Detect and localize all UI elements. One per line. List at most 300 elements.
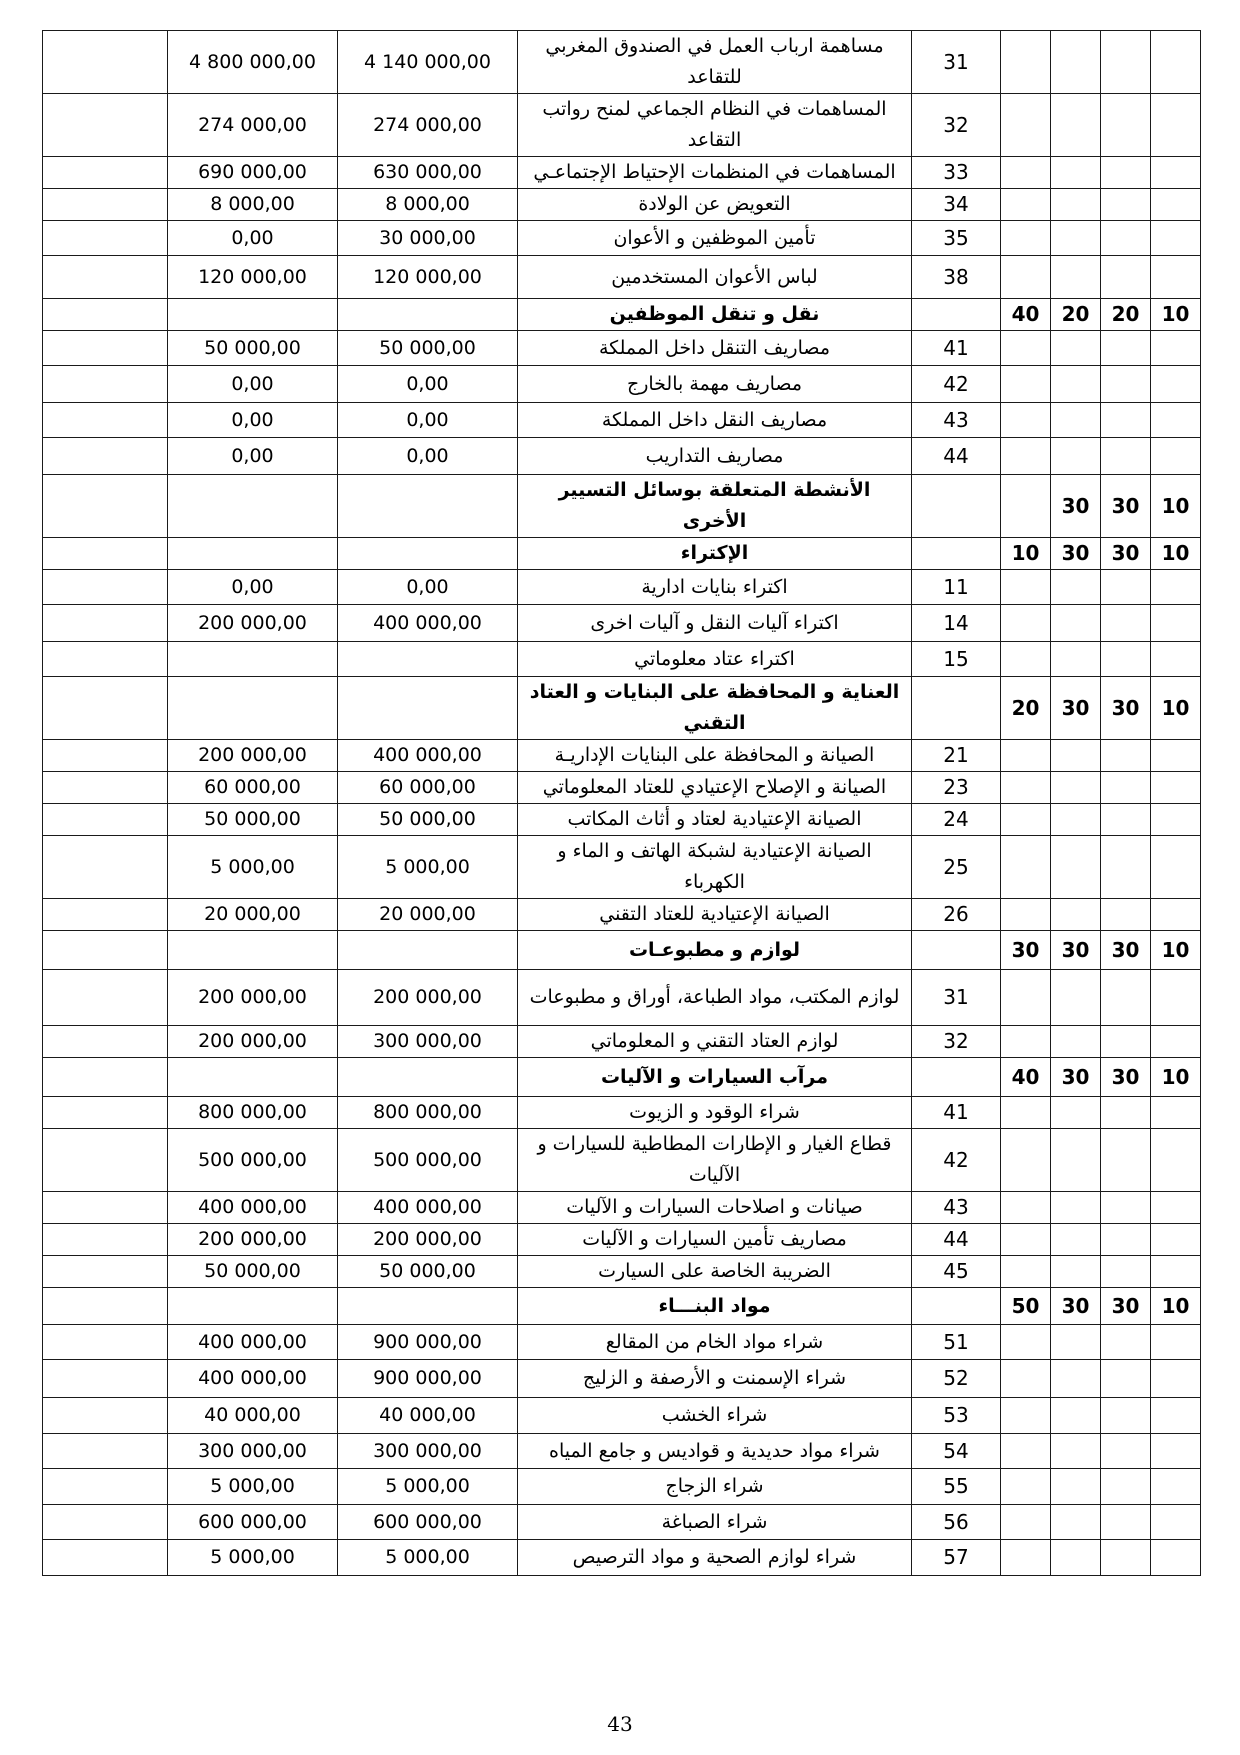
item-label: شراء الزجاج (518, 1469, 912, 1505)
item-label: الصيانة الإعتيادية لشبكة الهاتف و الماء و الكهرباء (518, 836, 912, 899)
class-code-4 (1001, 772, 1051, 804)
item-label: الصيانة و الإصلاح الإعتيادي للعتاد المعلوماتي (518, 772, 912, 804)
amount-b-cell: 690 000,00 (168, 157, 338, 189)
amount-a-cell: 50 000,00 (338, 804, 518, 836)
amount-b-cell: 200 000,00 (168, 740, 338, 772)
class-code-2 (1101, 1097, 1151, 1129)
blank-cell (43, 642, 168, 677)
class-code-1 (1151, 970, 1201, 1026)
class-code-2 (1101, 189, 1151, 221)
class-code-3 (1051, 1540, 1101, 1576)
class-code-2: 30 (1101, 677, 1151, 740)
class-code-1 (1151, 366, 1201, 403)
class-code-3 (1051, 94, 1101, 157)
code-cell (912, 1058, 1001, 1097)
code-cell (912, 1288, 1001, 1325)
blank-cell (43, 1192, 168, 1224)
blank-cell (43, 836, 168, 899)
class-code-3 (1051, 256, 1101, 299)
class-code-1 (1151, 1192, 1201, 1224)
item-label: تأمين الموظفين و الأعوان (518, 221, 912, 256)
class-code-2 (1101, 772, 1151, 804)
item-code: 42 (912, 1129, 1001, 1192)
class-code-3: 30 (1051, 931, 1101, 970)
class-code-1 (1151, 256, 1201, 299)
item-label: شراء مواد الخام من المقالع (518, 1325, 912, 1360)
item-code: 57 (912, 1540, 1001, 1576)
amount-b-cell: 400 000,00 (168, 1360, 338, 1398)
amount-a-cell (338, 677, 518, 740)
class-code-2 (1101, 899, 1151, 931)
class-code-1: 10 (1151, 1058, 1201, 1097)
item-code: 55 (912, 1469, 1001, 1505)
item-code: 51 (912, 1325, 1001, 1360)
class-code-2 (1101, 605, 1151, 642)
section-title: العناية و المحافظة على البنايات و العتاد التقني (518, 677, 912, 740)
item-row (43, 1256, 1201, 1288)
blank-cell (43, 899, 168, 931)
item-code: 56 (912, 1505, 1001, 1540)
blank-cell (43, 94, 168, 157)
class-code-3 (1051, 836, 1101, 899)
class-code-3: 30 (1051, 538, 1101, 570)
amount-b-cell (168, 538, 338, 570)
item-label: لوازم العتاد التقني و المعلوماتي (518, 1026, 912, 1058)
item-row (43, 1224, 1201, 1256)
class-code-1: 10 (1151, 1288, 1201, 1325)
class-code-2 (1101, 1129, 1151, 1192)
blank-cell (43, 189, 168, 221)
amount-a-cell (338, 538, 518, 570)
amount-b-cell: 5 000,00 (168, 1540, 338, 1576)
amount-a-cell: 900 000,00 (338, 1360, 518, 1398)
item-row (43, 1129, 1201, 1192)
item-label: صيانات و اصلاحات السيارات و الآليات (518, 1192, 912, 1224)
amount-b-cell (168, 642, 338, 677)
class-code-1: 10 (1151, 475, 1201, 538)
amount-a-cell: 200 000,00 (338, 1224, 518, 1256)
blank-cell (43, 1129, 168, 1192)
amount-a-cell: 400 000,00 (338, 1192, 518, 1224)
code-cell (912, 931, 1001, 970)
class-code-4 (1001, 366, 1051, 403)
section-row (43, 475, 1201, 538)
class-code-2: 30 (1101, 475, 1151, 538)
class-code-2 (1101, 31, 1151, 94)
amount-b-cell: 0,00 (168, 221, 338, 256)
item-code: 15 (912, 642, 1001, 677)
amount-b-cell: 800 000,00 (168, 1097, 338, 1129)
class-code-4 (1001, 475, 1051, 538)
blank-cell (43, 970, 168, 1026)
item-row (43, 1469, 1201, 1505)
class-code-2 (1101, 403, 1151, 438)
section-title: لوازم و مطبوعـات (518, 931, 912, 970)
class-code-1 (1151, 189, 1201, 221)
item-code: 44 (912, 1224, 1001, 1256)
class-code-2 (1101, 221, 1151, 256)
blank-cell (43, 157, 168, 189)
item-row (43, 94, 1201, 157)
amount-b-cell: 50 000,00 (168, 804, 338, 836)
blank-cell (43, 1058, 168, 1097)
class-code-3 (1051, 221, 1101, 256)
blank-cell (43, 1224, 168, 1256)
item-label: التعويض عن الولادة (518, 189, 912, 221)
class-code-3 (1051, 642, 1101, 677)
amount-a-cell (338, 475, 518, 538)
amount-b-cell: 20 000,00 (168, 899, 338, 931)
item-row (43, 1540, 1201, 1576)
item-row (43, 772, 1201, 804)
class-code-1 (1151, 899, 1201, 931)
class-code-4 (1001, 1026, 1051, 1058)
blank-cell (43, 740, 168, 772)
item-label: مصاريف التنقل داخل المملكة (518, 331, 912, 366)
class-code-3 (1051, 970, 1101, 1026)
item-row (43, 31, 1201, 94)
item-code: 54 (912, 1434, 1001, 1469)
item-row (43, 1325, 1201, 1360)
class-code-3 (1051, 31, 1101, 94)
amount-a-cell (338, 1288, 518, 1325)
class-code-2 (1101, 970, 1151, 1026)
class-code-3 (1051, 403, 1101, 438)
item-label: شراء الصباغة (518, 1505, 912, 1540)
item-row (43, 366, 1201, 403)
class-code-3 (1051, 438, 1101, 475)
amount-a-cell: 300 000,00 (338, 1026, 518, 1058)
class-code-3: 30 (1051, 677, 1101, 740)
amount-a-cell: 5 000,00 (338, 1540, 518, 1576)
class-code-2 (1101, 836, 1151, 899)
class-code-3 (1051, 570, 1101, 605)
item-label: لوازم المكتب، مواد الطباعة، أوراق و مطبوعات (518, 970, 912, 1026)
blank-cell (43, 1360, 168, 1398)
class-code-4 (1001, 836, 1051, 899)
class-code-3 (1051, 605, 1101, 642)
item-row (43, 1434, 1201, 1469)
item-code: 34 (912, 189, 1001, 221)
amount-b-cell (168, 931, 338, 970)
item-label: مصاريف تأمين السيارات و الآليات (518, 1224, 912, 1256)
class-code-4 (1001, 642, 1051, 677)
amount-a-cell: 8 000,00 (338, 189, 518, 221)
amount-a-cell: 5 000,00 (338, 836, 518, 899)
item-code: 31 (912, 31, 1001, 94)
class-code-4 (1001, 256, 1051, 299)
class-code-2 (1101, 740, 1151, 772)
class-code-3 (1051, 1129, 1101, 1192)
section-row (43, 1288, 1201, 1325)
item-code: 41 (912, 1097, 1001, 1129)
amount-a-cell: 400 000,00 (338, 740, 518, 772)
class-code-1 (1151, 836, 1201, 899)
class-code-3 (1051, 1325, 1101, 1360)
class-code-2 (1101, 1540, 1151, 1576)
class-code-3: 30 (1051, 1058, 1101, 1097)
item-row (43, 899, 1201, 931)
item-code: 43 (912, 1192, 1001, 1224)
class-code-4 (1001, 31, 1051, 94)
class-code-3 (1051, 366, 1101, 403)
item-code: 32 (912, 1026, 1001, 1058)
class-code-1 (1151, 1360, 1201, 1398)
amount-b-cell: 200 000,00 (168, 970, 338, 1026)
class-code-3: 30 (1051, 475, 1101, 538)
class-code-4 (1001, 221, 1051, 256)
class-code-1: 10 (1151, 677, 1201, 740)
item-code: 31 (912, 970, 1001, 1026)
class-code-3 (1051, 899, 1101, 931)
blank-cell (43, 1325, 168, 1360)
item-row (43, 642, 1201, 677)
blank-cell (43, 1434, 168, 1469)
item-row (43, 1360, 1201, 1398)
class-code-4 (1001, 1398, 1051, 1434)
item-row (43, 221, 1201, 256)
class-code-2: 30 (1101, 931, 1151, 970)
amount-a-cell: 120 000,00 (338, 256, 518, 299)
class-code-1 (1151, 1224, 1201, 1256)
amount-a-cell (338, 299, 518, 331)
blank-cell (43, 570, 168, 605)
item-row (43, 438, 1201, 475)
class-code-1 (1151, 1129, 1201, 1192)
amount-b-cell: 274 000,00 (168, 94, 338, 157)
class-code-4 (1001, 331, 1051, 366)
blank-cell (43, 299, 168, 331)
item-code: 14 (912, 605, 1001, 642)
amount-a-cell: 200 000,00 (338, 970, 518, 1026)
class-code-2 (1101, 1469, 1151, 1505)
amount-a-cell: 5 000,00 (338, 1469, 518, 1505)
amount-b-cell: 50 000,00 (168, 1256, 338, 1288)
class-code-4 (1001, 1256, 1051, 1288)
amount-a-cell: 800 000,00 (338, 1097, 518, 1129)
amount-b-cell: 40 000,00 (168, 1398, 338, 1434)
item-label: اكتراء آليات النقل و آليات اخرى (518, 605, 912, 642)
class-code-2 (1101, 1224, 1151, 1256)
class-code-1 (1151, 1026, 1201, 1058)
amount-b-cell: 120 000,00 (168, 256, 338, 299)
class-code-4 (1001, 899, 1051, 931)
amount-b-cell: 0,00 (168, 570, 338, 605)
amount-b-cell: 600 000,00 (168, 1505, 338, 1540)
amount-b-cell (168, 475, 338, 538)
amount-a-cell: 20 000,00 (338, 899, 518, 931)
item-row (43, 570, 1201, 605)
amount-a-cell: 900 000,00 (338, 1325, 518, 1360)
amount-a-cell: 500 000,00 (338, 1129, 518, 1192)
amount-b-cell: 60 000,00 (168, 772, 338, 804)
class-code-2 (1101, 1026, 1151, 1058)
class-code-1 (1151, 740, 1201, 772)
class-code-1: 10 (1151, 538, 1201, 570)
item-row (43, 403, 1201, 438)
item-label: المساهمات في المنظمات الإحتياط الإجتماعـي (518, 157, 912, 189)
class-code-4: 30 (1001, 931, 1051, 970)
blank-cell (43, 256, 168, 299)
amount-b-cell (168, 1058, 338, 1097)
code-cell (912, 299, 1001, 331)
item-label: المساهمات في النظام الجماعي لمنح رواتب التقاعد (518, 94, 912, 157)
class-code-4 (1001, 1224, 1051, 1256)
class-code-1 (1151, 1434, 1201, 1469)
item-code: 32 (912, 94, 1001, 157)
class-code-3 (1051, 1434, 1101, 1469)
class-code-2 (1101, 1360, 1151, 1398)
class-code-4 (1001, 1360, 1051, 1398)
class-code-1 (1151, 94, 1201, 157)
amount-b-cell: 200 000,00 (168, 1026, 338, 1058)
class-code-2 (1101, 1325, 1151, 1360)
class-code-4 (1001, 1325, 1051, 1360)
class-code-3 (1051, 804, 1101, 836)
blank-cell (43, 1097, 168, 1129)
class-code-3 (1051, 1224, 1101, 1256)
class-code-4 (1001, 1505, 1051, 1540)
amount-a-cell: 300 000,00 (338, 1434, 518, 1469)
item-row (43, 1026, 1201, 1058)
amount-b-cell: 200 000,00 (168, 1224, 338, 1256)
amount-a-cell (338, 931, 518, 970)
class-code-1 (1151, 1325, 1201, 1360)
class-code-2 (1101, 1434, 1151, 1469)
class-code-4 (1001, 1434, 1051, 1469)
class-code-1 (1151, 772, 1201, 804)
amount-a-cell: 0,00 (338, 438, 518, 475)
item-row (43, 836, 1201, 899)
class-code-3 (1051, 1469, 1101, 1505)
amount-b-cell: 0,00 (168, 403, 338, 438)
item-code: 45 (912, 1256, 1001, 1288)
class-code-1 (1151, 1469, 1201, 1505)
class-code-3 (1051, 1026, 1101, 1058)
class-code-1: 10 (1151, 299, 1201, 331)
item-row (43, 1398, 1201, 1434)
amount-b-cell: 300 000,00 (168, 1434, 338, 1469)
item-code: 38 (912, 256, 1001, 299)
item-code: 33 (912, 157, 1001, 189)
blank-cell (43, 438, 168, 475)
section-title: مرآب السيارات و الآليات (518, 1058, 912, 1097)
class-code-4 (1001, 94, 1051, 157)
class-code-4 (1001, 157, 1051, 189)
item-code: 24 (912, 804, 1001, 836)
item-row (43, 157, 1201, 189)
class-code-1 (1151, 157, 1201, 189)
code-cell (912, 677, 1001, 740)
blank-cell (43, 605, 168, 642)
amount-b-cell (168, 677, 338, 740)
item-row (43, 256, 1201, 299)
item-row (43, 331, 1201, 366)
amount-b-cell: 0,00 (168, 438, 338, 475)
item-code: 44 (912, 438, 1001, 475)
code-cell (912, 475, 1001, 538)
class-code-2 (1101, 366, 1151, 403)
class-code-3 (1051, 1360, 1101, 1398)
item-label: مصاريف التداريب (518, 438, 912, 475)
amount-a-cell: 630 000,00 (338, 157, 518, 189)
item-row (43, 605, 1201, 642)
blank-cell (43, 1256, 168, 1288)
amount-b-cell: 200 000,00 (168, 605, 338, 642)
class-code-1 (1151, 331, 1201, 366)
amount-a-cell (338, 1058, 518, 1097)
item-label: اكتراء عتاد معلوماتي (518, 642, 912, 677)
class-code-4 (1001, 1097, 1051, 1129)
class-code-3 (1051, 157, 1101, 189)
class-code-4 (1001, 970, 1051, 1026)
blank-cell (43, 366, 168, 403)
blank-cell (43, 221, 168, 256)
item-label: شراء الإسمنت و الأرصفة و الزليج (518, 1360, 912, 1398)
class-code-4 (1001, 189, 1051, 221)
class-code-2: 30 (1101, 1058, 1151, 1097)
amount-a-cell: 400 000,00 (338, 605, 518, 642)
class-code-1 (1151, 403, 1201, 438)
item-label: شراء مواد حديدية و قواديس و جامع المياه (518, 1434, 912, 1469)
item-row (43, 740, 1201, 772)
class-code-3 (1051, 740, 1101, 772)
blank-cell (43, 475, 168, 538)
class-code-1 (1151, 1256, 1201, 1288)
amount-a-cell: 60 000,00 (338, 772, 518, 804)
class-code-2 (1101, 1256, 1151, 1288)
blank-cell (43, 804, 168, 836)
amount-b-cell: 5 000,00 (168, 836, 338, 899)
class-code-3 (1051, 1505, 1101, 1540)
class-code-1 (1151, 804, 1201, 836)
amount-b-cell: 400 000,00 (168, 1325, 338, 1360)
blank-cell (43, 772, 168, 804)
class-code-1 (1151, 1540, 1201, 1576)
class-code-4 (1001, 570, 1051, 605)
item-label: الصيانة و المحافظة على البنايات الإداريـة (518, 740, 912, 772)
amount-a-cell: 4 140 000,00 (338, 31, 518, 94)
item-label: مصاريف النقل داخل المملكة (518, 403, 912, 438)
blank-cell (43, 1505, 168, 1540)
class-code-2 (1101, 570, 1151, 605)
class-code-2: 30 (1101, 1288, 1151, 1325)
item-label: الصيانة الإعتيادية للعتاد التقني (518, 899, 912, 931)
section-title: مواد البنـــاء (518, 1288, 912, 1325)
amount-b-cell: 8 000,00 (168, 189, 338, 221)
blank-cell (43, 1398, 168, 1434)
item-label: مساهمة ارباب العمل في الصندوق المغربي للتقاعد (518, 31, 912, 94)
class-code-4: 10 (1001, 538, 1051, 570)
class-code-2: 30 (1101, 538, 1151, 570)
blank-cell (43, 403, 168, 438)
amount-b-cell: 50 000,00 (168, 331, 338, 366)
section-row (43, 931, 1201, 970)
class-code-3 (1051, 772, 1101, 804)
item-row (43, 970, 1201, 1026)
blank-cell (43, 677, 168, 740)
item-code: 41 (912, 331, 1001, 366)
amount-a-cell: 30 000,00 (338, 221, 518, 256)
blank-cell (43, 1540, 168, 1576)
class-code-2 (1101, 157, 1151, 189)
class-code-4 (1001, 1540, 1051, 1576)
amount-b-cell: 5 000,00 (168, 1469, 338, 1505)
class-code-1 (1151, 31, 1201, 94)
amount-a-cell: 50 000,00 (338, 331, 518, 366)
amount-a-cell: 0,00 (338, 403, 518, 438)
class-code-4 (1001, 740, 1051, 772)
